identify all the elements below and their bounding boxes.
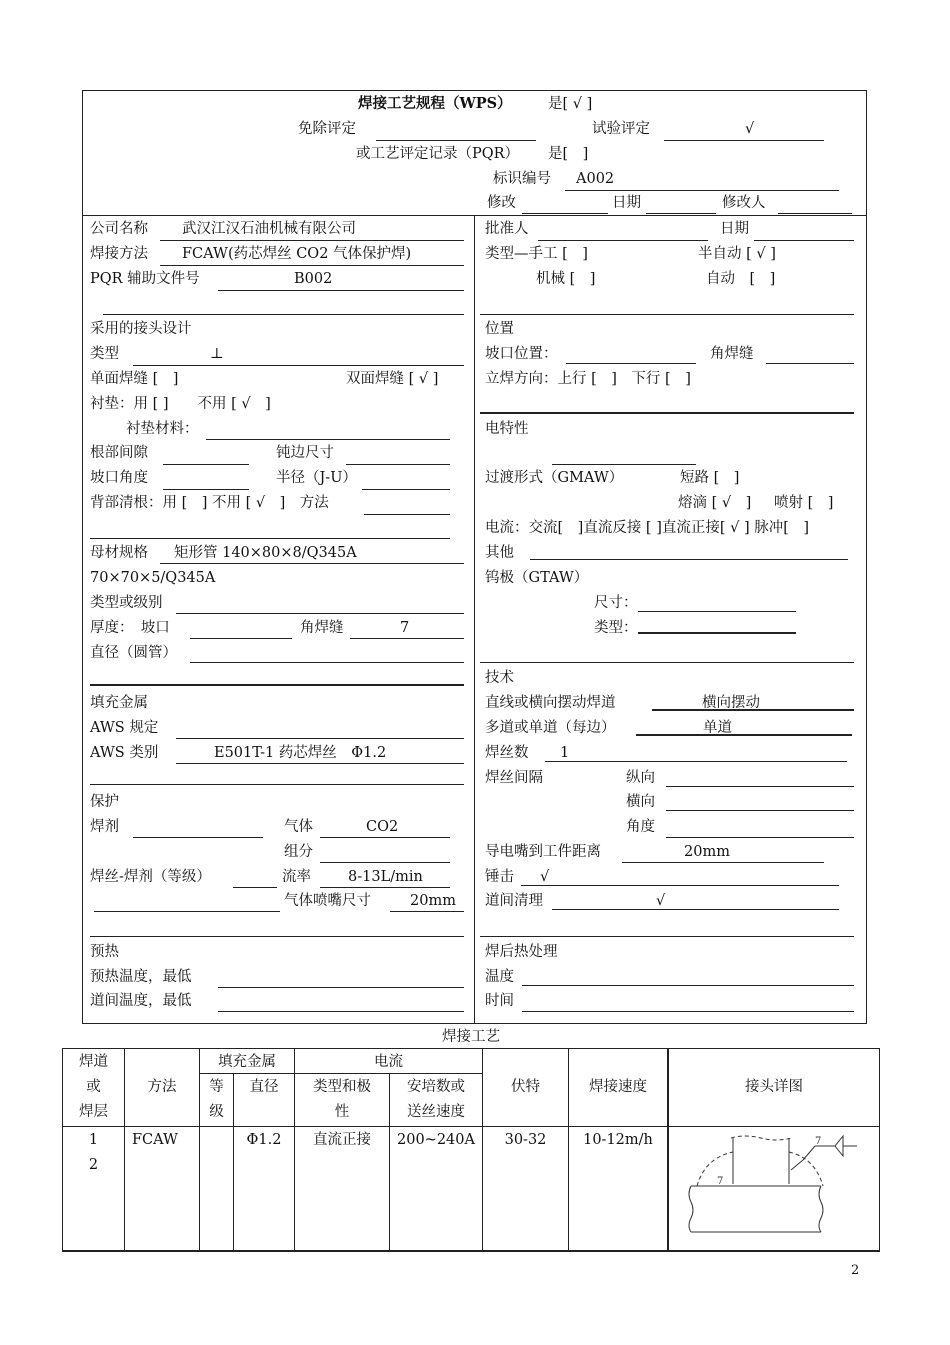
nozzle-label: 气体喷嘴尺寸 xyxy=(284,893,371,909)
row-pass-1: 1 xyxy=(88,1132,99,1148)
peening-field[interactable] xyxy=(521,884,839,886)
longitudinal-field[interactable] xyxy=(666,785,854,787)
thickness-label: 厚度： 坡口 xyxy=(90,620,170,636)
tungsten-type-field[interactable] xyxy=(638,632,796,634)
approver-field[interactable] xyxy=(538,239,708,241)
backing: 衬垫：用 [ ] 不用 [ √ ] xyxy=(90,396,271,412)
base-spec-2: 70×70×5/Q345A xyxy=(90,570,216,586)
pwht-time-field[interactable] xyxy=(522,1010,854,1012)
frame-top xyxy=(82,90,867,91)
root-gap-label: 根部间隙 xyxy=(90,445,148,461)
position-fillet-label: 角焊缝 xyxy=(710,346,754,362)
table-vline xyxy=(233,1073,234,1251)
flow-label: 流率 xyxy=(282,869,311,885)
exempt-label: 免除评定 xyxy=(298,121,356,137)
longitudinal-label: 纵向 xyxy=(626,770,655,786)
header-amperage: 送丝速度 xyxy=(407,1104,465,1120)
sketch-break-line xyxy=(731,1136,791,1140)
row-voltage: 30-32 xyxy=(504,1132,547,1148)
wps-flag: 是[ √ ] xyxy=(548,96,593,112)
id-value: A002 xyxy=(576,171,615,187)
type-auto: 自动 [ ] xyxy=(706,271,776,287)
joint-type-value: ⊥ xyxy=(210,346,224,362)
preheat-title: 预热 xyxy=(90,944,119,960)
method-label: 焊接方法 xyxy=(90,246,148,262)
base-fillet-label: 角焊缝 xyxy=(300,620,344,636)
composition-label: 组分 xyxy=(284,844,313,860)
aws-class-label: AWS 类别 xyxy=(90,745,159,761)
shield-title: 保护 xyxy=(90,794,119,810)
sketch-break-left xyxy=(689,1186,693,1232)
peening-value: √ xyxy=(540,869,550,885)
reviser-label: 修改人 xyxy=(722,195,766,211)
nozzle-value: 20mm xyxy=(410,893,456,909)
pass-value: 单道 xyxy=(703,720,732,736)
thickness-field[interactable] xyxy=(190,637,292,639)
radius-label: 半径（J-U） xyxy=(276,470,357,486)
root-gap-field[interactable] xyxy=(163,463,249,465)
base-spec-value: 矩形管 140×80×8/Q345A xyxy=(174,545,357,561)
blank-line[interactable] xyxy=(552,463,696,465)
row-speed: 10-12m/h xyxy=(583,1132,653,1148)
table-vline xyxy=(879,1048,880,1251)
header-type: 类型和极 xyxy=(313,1079,371,1095)
sketch-leader xyxy=(803,1146,815,1160)
wire-count-value: 1 xyxy=(560,745,570,761)
gas-label: 气体 xyxy=(284,819,313,835)
lateral-field[interactable] xyxy=(666,809,854,811)
header-class: 等 xyxy=(209,1079,224,1095)
approver-label: 批准人 xyxy=(485,221,529,237)
interpass-clean-label: 道间清理 xyxy=(485,893,543,909)
back-gouge-field[interactable] xyxy=(364,513,450,515)
joint-type-label: 类型 xyxy=(90,346,119,362)
wire-flux-field[interactable] xyxy=(233,886,277,888)
spray: 喷射 [ ] xyxy=(774,495,834,511)
joint-title: 采用的接头设计 xyxy=(90,321,192,337)
flow-field[interactable] xyxy=(320,886,450,888)
interpass-label: 道间温度，最低 xyxy=(90,993,192,1009)
nozzle-field[interactable] xyxy=(390,910,464,912)
flux-label: 焊剂 xyxy=(90,819,119,835)
angle-field[interactable] xyxy=(666,836,854,838)
pwht-title: 焊后热处理 xyxy=(485,944,558,960)
back-gouge: 背部清根：用 [ ] 不用 [ √ ] 方法 xyxy=(90,495,329,511)
pqr-label: 或工艺评定记录（PQR） xyxy=(356,146,520,162)
backing-material-field[interactable] xyxy=(206,438,450,440)
joint-type-field[interactable] xyxy=(133,364,464,366)
page-number: 2 xyxy=(851,1263,860,1278)
header-amperage: 安培数或 xyxy=(407,1079,465,1095)
id-label: 标识编号 xyxy=(493,171,551,187)
frame-bottom xyxy=(82,1023,867,1024)
composition-field[interactable] xyxy=(320,861,450,863)
current-type: 电流：交流[ ]直流反接 [ ]直流正接[ √ ] 脉冲[ ] xyxy=(485,520,810,536)
header-diameter: 直径 xyxy=(249,1079,279,1095)
blunt-field[interactable] xyxy=(346,463,450,465)
column-divider xyxy=(474,215,475,1023)
base-spec-label: 母材规格 xyxy=(90,545,148,561)
row-current-type: 直流正接 xyxy=(313,1132,371,1148)
blank-line[interactable] xyxy=(94,910,280,912)
tungsten-label: 钨极（GTAW） xyxy=(485,570,589,586)
angle-label: 角度 xyxy=(626,819,655,835)
procedure-title: 焊接工艺 xyxy=(442,1029,500,1045)
approve-date-label: 日期 xyxy=(720,221,749,237)
transfer-label: 过渡形式（GMAW） xyxy=(485,470,624,486)
position-fillet-field[interactable] xyxy=(766,362,854,364)
reviser-field[interactable] xyxy=(778,212,852,214)
other-field[interactable] xyxy=(530,558,848,560)
table-header-bottom xyxy=(62,1126,880,1127)
base-fillet-value: 7 xyxy=(400,620,410,636)
table-top xyxy=(62,1048,880,1049)
approve-date-field[interactable] xyxy=(754,239,854,241)
sketch-weld-symbol xyxy=(835,1136,843,1156)
section-divider xyxy=(480,662,854,663)
technique-title: 技术 xyxy=(485,670,514,686)
base-fillet-field[interactable] xyxy=(350,637,464,639)
header-pass: 焊道 xyxy=(79,1054,108,1070)
date-label: 日期 xyxy=(612,195,641,211)
blank-line[interactable] xyxy=(90,537,450,539)
type-manual: 类型—手工 [ ] xyxy=(485,246,588,262)
groove-angle-field[interactable] xyxy=(163,488,249,490)
row-pass-2: 2 xyxy=(88,1157,99,1173)
wps-title: 焊接工艺规程（WPS） xyxy=(358,95,512,112)
tungsten-size-field[interactable] xyxy=(638,610,796,612)
pwht-temp-label: 温度 xyxy=(485,969,514,985)
type-semi-auto: 半自动 [ √ ] xyxy=(698,246,776,262)
pqr-doc-field[interactable] xyxy=(218,289,464,291)
grade-field[interactable] xyxy=(176,612,464,614)
short-circuit: 短路 [ ] xyxy=(680,470,740,486)
header-type: 性 xyxy=(334,1104,350,1120)
ctwd-value: 20mm xyxy=(684,844,730,860)
grade-label: 类型或级别 xyxy=(90,595,163,611)
row-amperage: 200~240A xyxy=(397,1132,475,1148)
globular: 熔滴 [ √ ] xyxy=(678,495,752,511)
ctwd-label: 导电嘴到工件距离 xyxy=(485,844,601,860)
interpass-clean-value: √ xyxy=(656,893,666,909)
vertical-direction: 立焊方向：上行 [ ] 下行 [ ] xyxy=(485,371,691,387)
company-value: 武汉江汉石油机械有限公司 xyxy=(182,221,356,237)
aws-spec-field[interactable] xyxy=(176,737,464,739)
row-diameter: Φ1.2 xyxy=(246,1132,282,1148)
date-field[interactable] xyxy=(646,212,716,214)
pass-label: 多道或单道（每边） xyxy=(485,720,616,736)
method-value: FCAW(药芯焊丝 CO2 气体保护焊) xyxy=(182,246,412,262)
wire-flux-label: 焊丝-焊剂（等级） xyxy=(90,869,211,885)
rev-field[interactable] xyxy=(522,212,608,214)
base-spec-field[interactable] xyxy=(160,562,464,564)
section-divider xyxy=(90,784,464,785)
diameter-label: 直径（圆管） xyxy=(90,645,177,661)
wire-spacing-label: 焊丝间隔 xyxy=(485,770,543,786)
pwht-time-label: 时间 xyxy=(485,993,514,1009)
header-filler: 填充金属 xyxy=(218,1054,276,1070)
header-current: 电流 xyxy=(374,1054,403,1070)
company-label: 公司名称 xyxy=(90,221,148,237)
groove-angle-label: 坡口角度 xyxy=(90,470,148,486)
sketch-label: 7 xyxy=(815,1136,822,1147)
header-method: 方法 xyxy=(147,1079,177,1095)
tungsten-type-label: 类型： xyxy=(594,620,638,636)
header-voltage: 伏特 xyxy=(511,1079,540,1095)
section-divider xyxy=(90,936,464,937)
table-subheader-line xyxy=(199,1073,482,1074)
exempt-field[interactable] xyxy=(376,139,536,141)
section-divider xyxy=(90,684,464,686)
interpass-field[interactable] xyxy=(218,1010,464,1012)
backing-material: 衬垫材料： xyxy=(126,421,199,437)
section-divider xyxy=(480,936,854,937)
filler-title: 填充金属 xyxy=(90,695,148,711)
peening-label: 锤击 xyxy=(485,869,514,885)
wire-count-label: 焊丝数 xyxy=(485,745,529,761)
single-side: 单面焊缝 [ ] xyxy=(90,371,179,387)
joint-sketch xyxy=(685,1132,865,1242)
position-title: 位置 xyxy=(485,321,514,337)
groove-position-field[interactable] xyxy=(566,362,696,364)
table-bottom xyxy=(62,1250,880,1252)
electrical-title: 电特性 xyxy=(485,421,529,437)
gas-value: CO2 xyxy=(366,819,399,835)
double-side: 双面焊缝 [ √ ] xyxy=(346,371,439,387)
test-value: √ xyxy=(745,121,755,137)
header-joint-detail: 接头详图 xyxy=(745,1079,803,1095)
blank-line[interactable] xyxy=(480,313,854,315)
aws-class-field[interactable] xyxy=(176,762,464,764)
sketch-weld-left xyxy=(697,1152,733,1186)
tungsten-size-label: 尺寸： xyxy=(594,595,638,611)
test-label: 试验评定 xyxy=(592,121,650,137)
aws-class-value: E501T-1 药芯焊丝 Φ1.2 xyxy=(214,745,387,761)
pqr-doc-label: PQR 辅助文件号 xyxy=(90,271,200,287)
gas-field[interactable] xyxy=(320,836,450,838)
diameter-field[interactable] xyxy=(190,661,464,663)
lateral-label: 横向 xyxy=(626,794,655,810)
sketch-label: 7 xyxy=(717,1176,724,1187)
ctwd-field[interactable] xyxy=(622,861,824,863)
flow-value: 8-13L/min xyxy=(348,869,423,885)
header-pass: 或 xyxy=(86,1079,101,1095)
rev-label: 修改 xyxy=(487,195,516,211)
sketch-leader xyxy=(791,1160,803,1170)
header-class: 级 xyxy=(209,1104,224,1120)
aws-spec-label: AWS 规定 xyxy=(90,720,159,736)
row-method: FCAW xyxy=(132,1132,178,1148)
preheat-temp-field[interactable] xyxy=(218,986,464,988)
pqr-flag: 是[ ] xyxy=(548,146,589,162)
preheat-temp-label: 预热温度，最低 xyxy=(90,969,192,985)
weave-value: 横向摆动 xyxy=(702,695,760,711)
header-pass: 焊层 xyxy=(79,1104,108,1120)
blank-line[interactable] xyxy=(103,313,464,315)
pass-field[interactable] xyxy=(636,734,852,736)
method-field[interactable] xyxy=(160,264,464,266)
pqr-doc-value: B002 xyxy=(294,271,333,287)
table-vline xyxy=(389,1073,390,1251)
header-speed: 焊接速度 xyxy=(589,1079,647,1095)
radius-field[interactable] xyxy=(362,488,450,490)
company-field[interactable] xyxy=(160,239,464,241)
other-label: 其他 xyxy=(485,545,514,561)
pwht-temp-field[interactable] xyxy=(522,984,854,986)
weave-label: 直线或横向摆动焊道 xyxy=(485,695,616,711)
wire-count-field[interactable] xyxy=(545,760,847,762)
test-field[interactable] xyxy=(664,139,824,141)
weave-field[interactable] xyxy=(652,709,854,711)
flux-field[interactable] xyxy=(133,836,263,838)
groove-position-label: 坡口位置： xyxy=(485,346,558,362)
section-divider xyxy=(480,412,854,414)
frame-left xyxy=(82,90,83,1024)
frame-right xyxy=(866,90,867,1024)
interpass-clean-field[interactable] xyxy=(552,908,839,910)
blunt-label: 钝边尺寸 xyxy=(276,445,334,461)
type-machine: 机械 [ ] xyxy=(536,271,596,287)
sketch-break-right xyxy=(819,1186,823,1232)
id-field[interactable] xyxy=(565,189,839,191)
